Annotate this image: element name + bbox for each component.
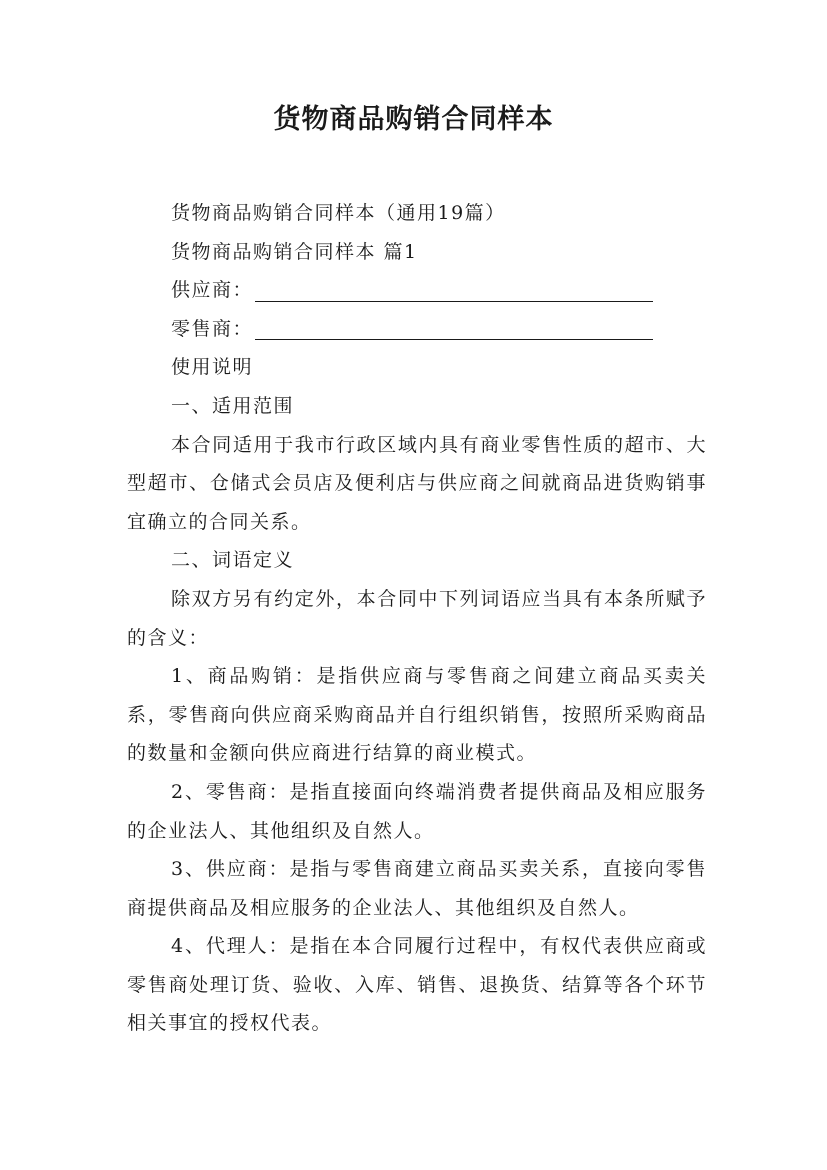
supplier-label: 供应商：	[171, 279, 254, 302]
usage-heading: 使用说明	[171, 356, 254, 379]
scope-paragraph: 本合同适用于我市行政区域内具有商业零售性质的超市、大型超市、仓储式会员店及便利店与供应商之间就商品进货购销事宜确立的合同关系。	[127, 433, 707, 533]
definition-item: 4、代理人：是指在本合同履行过程中，有权代表供应商或零售商处理订货、验收、入库、销售、退换货、结算等各个环节相关事宜的授权代表。	[127, 935, 707, 1035]
definition-item: 2、零售商：是指直接面向终端消费者提供商品及相应服务的企业法人、其他组织及自然人。	[127, 780, 707, 842]
retailer-line	[127, 310, 707, 349]
retailer-label: 零售商：	[171, 317, 254, 340]
document-title: 货物商品购销合同样本	[273, 104, 554, 135]
retailer-blank	[255, 315, 653, 340]
scope-heading: 一、适用范围	[171, 394, 295, 417]
section-heading: 货物商品购销合同样本 篇1	[171, 240, 418, 263]
definition-item: 1、商品购销：是指供应商与零售商之间建立商品买卖关系，零售商向供应商采购商品并自行组织销售，按照所采购商品的数量和金额向供应商进行结算的商业模式。	[127, 665, 707, 765]
supplier-line	[127, 271, 707, 310]
definition-item: 3、供应商：是指与零售商建立商品买卖关系，直接向零售商提供商品及相应服务的企业法人、其他组织及自然人。	[127, 858, 707, 919]
definitions-heading: 二、词语定义	[171, 549, 295, 572]
definitions-intro: 除双方另有约定外，本合同中下列词语应当具有本条所赋予的含义：	[127, 587, 707, 649]
document-body	[127, 194, 707, 1043]
supplier-blank	[255, 277, 653, 302]
subtitle: 货物商品购销合同样本（通用19篇）	[171, 202, 506, 224]
